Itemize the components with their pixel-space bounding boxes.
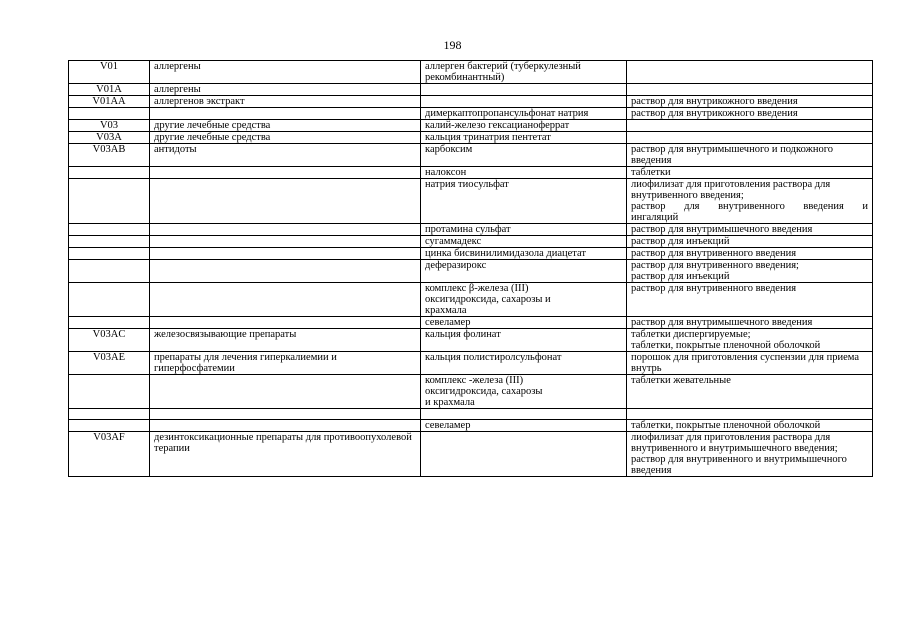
form-line: таблетки диспергируемые;	[631, 329, 751, 340]
form-cell	[627, 260, 873, 283]
group-cell: аллергены	[150, 84, 421, 96]
table-row	[69, 96, 873, 108]
drug-cell: сугаммадекс	[421, 236, 627, 248]
group-cell: дезинтоксикационные препараты для противоопухолевой терапии	[150, 432, 421, 477]
group-cell	[150, 283, 421, 317]
form-line: лиофилизат для приготовления раствора для внутривенного введения;	[631, 179, 831, 201]
table-row	[69, 409, 873, 420]
drug-cell	[421, 432, 627, 477]
group-cell	[150, 409, 421, 420]
table-row	[69, 144, 873, 167]
group-cell: железосвязывающие препараты	[150, 329, 421, 352]
atc-code-cell	[69, 224, 150, 236]
atc-code-cell: V03AB	[69, 144, 150, 167]
table-row	[69, 260, 873, 283]
atc-code-cell: V03AF	[69, 432, 150, 477]
group-cell	[150, 317, 421, 329]
group-cell: аллергены	[150, 61, 421, 84]
drug-cell	[421, 409, 627, 420]
table-row	[69, 317, 873, 329]
form-line: раствор для внутривенного введения и	[631, 201, 868, 212]
group-cell	[150, 260, 421, 283]
table-row	[69, 120, 873, 132]
atc-code-cell: V03AE	[69, 352, 150, 375]
group-cell	[150, 236, 421, 248]
table-row	[69, 61, 873, 84]
form-cell: раствор для внутримышечного введения	[627, 224, 873, 236]
form-cell: порошок для приготовления суспензии для приема внутрь	[627, 352, 873, 375]
table-row	[69, 108, 873, 120]
atc-code-cell	[69, 179, 150, 224]
drug-cell: калий-железо гексацианоферрат	[421, 120, 627, 132]
form-line: раствор для внутривенного и внутримышечного введения	[631, 454, 847, 476]
form-cell: таблетки, покрытые пленочной оболочкой	[627, 420, 873, 432]
drug-cell: севеламер	[421, 420, 627, 432]
form-cell: раствор для внутримышечного и подкожного введения	[627, 144, 873, 167]
atc-code-cell: V03AC	[69, 329, 150, 352]
table-row	[69, 179, 873, 224]
group-cell: другие лечебные средства	[150, 132, 421, 144]
group-cell	[150, 248, 421, 260]
drug-line: комплекс β-железа (III)	[425, 283, 529, 294]
drug-line: комплекс -железа (III)	[425, 375, 524, 386]
atc-code-cell	[69, 108, 150, 120]
table-row	[69, 329, 873, 352]
form-line: лиофилизат для приготовления раствора для внутривенного и внутримышечного введения;	[631, 432, 838, 454]
drug-cell: карбоксим	[421, 144, 627, 167]
drug-line: крахмала	[425, 305, 467, 316]
form-cell: раствор для внутримышечного введения	[627, 317, 873, 329]
form-cell: таблетки жевательные	[627, 375, 873, 409]
table-row	[69, 420, 873, 432]
table-row	[69, 283, 873, 317]
group-cell	[150, 108, 421, 120]
group-cell	[150, 179, 421, 224]
drug-cell: деферазирокс	[421, 260, 627, 283]
drug-cell	[421, 96, 627, 108]
table-row	[69, 84, 873, 96]
atc-code-cell: V01A	[69, 84, 150, 96]
table-row	[69, 352, 873, 375]
atc-code-cell	[69, 260, 150, 283]
table-row	[69, 375, 873, 409]
form-line: ингаляций	[631, 212, 679, 223]
form-cell	[627, 132, 873, 144]
form-cell	[627, 409, 873, 420]
group-cell	[150, 375, 421, 409]
atc-code-cell	[69, 283, 150, 317]
table-row	[69, 432, 873, 477]
form-cell: раствор для внутрикожного введения	[627, 108, 873, 120]
drug-cell: аллерген бактерий (туберкулезный рекомбинантный)	[421, 61, 627, 84]
table-row	[69, 224, 873, 236]
atc-code-cell	[69, 375, 150, 409]
form-cell: таблетки	[627, 167, 873, 179]
atc-code-cell: V03	[69, 120, 150, 132]
drug-cell: кальция полистиролсульфонат	[421, 352, 627, 375]
form-cell	[627, 120, 873, 132]
drug-cell: кальция фолинат	[421, 329, 627, 352]
group-cell	[150, 224, 421, 236]
form-cell	[627, 61, 873, 84]
atc-code-cell	[69, 248, 150, 260]
atc-code-cell	[69, 409, 150, 420]
drug-cell: протамина сульфат	[421, 224, 627, 236]
atc-code-cell	[69, 236, 150, 248]
atc-code-cell	[69, 317, 150, 329]
page-number: 198	[443, 38, 462, 52]
table-row	[69, 236, 873, 248]
group-cell	[150, 420, 421, 432]
group-cell: антидоты	[150, 144, 421, 167]
group-cell	[150, 167, 421, 179]
group-cell: препараты для лечения гиперкалиемии и гиперфосфатемии	[150, 352, 421, 375]
form-cell	[627, 84, 873, 96]
drug-cell	[421, 283, 627, 317]
form-line: раствор для внутривенного введения;	[631, 260, 799, 271]
form-cell	[627, 329, 873, 352]
drug-cell: севеламер	[421, 317, 627, 329]
form-cell	[627, 432, 873, 477]
drug-cell: кальция тринатрия пентетат	[421, 132, 627, 144]
drug-cell	[421, 84, 627, 96]
drug-cell: налоксон	[421, 167, 627, 179]
form-cell: раствор для внутривенного введения	[627, 283, 873, 317]
drug-line: оксигидроксида, сахарозы	[425, 386, 543, 397]
form-cell: раствор для инъекций	[627, 236, 873, 248]
drug-cell: цинка бисвинилимидазола диацетат	[421, 248, 627, 260]
table-row	[69, 132, 873, 144]
form-cell: раствор для внутривенного введения	[627, 248, 873, 260]
drug-line: оксигидроксида, сахарозы и	[425, 294, 551, 305]
form-line: таблетки, покрытые пленочной оболочкой	[631, 340, 821, 351]
atc-code-cell: V01	[69, 61, 150, 84]
group-cell: другие лечебные средства	[150, 120, 421, 132]
atc-code-cell	[69, 167, 150, 179]
form-cell: раствор для внутрикожного введения	[627, 96, 873, 108]
atc-code-cell	[69, 420, 150, 432]
table-row	[69, 248, 873, 260]
form-line: раствор для инъекций	[631, 271, 730, 282]
drug-cell	[421, 375, 627, 409]
atc-code-cell: V01AA	[69, 96, 150, 108]
atc-code-cell: V03A	[69, 132, 150, 144]
table-row	[69, 167, 873, 179]
drug-table	[68, 60, 873, 477]
drug-cell: натрия тиосульфат	[421, 179, 627, 224]
group-cell: аллергенов экстракт	[150, 96, 421, 108]
drug-line: и крахмала	[425, 397, 475, 408]
drug-cell: димеркаптопропансульфонат натрия	[421, 108, 627, 120]
form-cell	[627, 179, 873, 224]
